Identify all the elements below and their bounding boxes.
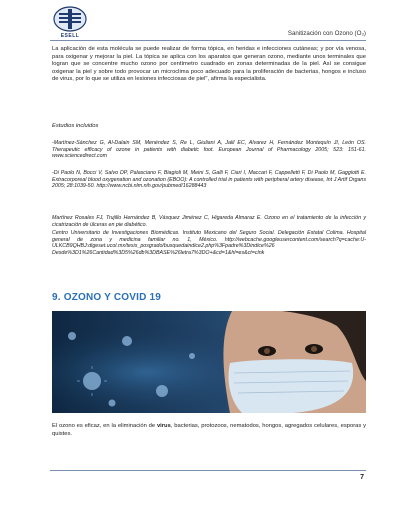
- conclusion-text-end: , bacterias, protozoos, nematodos, hongos, agregados celulares, esporas y quistes.: [52, 423, 366, 437]
- footer-divider: [50, 470, 366, 471]
- company-logo: [52, 5, 88, 33]
- conclusion-paragraph: [52, 423, 366, 438]
- studies-heading: Estudios incluidos: [52, 123, 99, 129]
- logo-wordmark: ESELL: [60, 33, 80, 39]
- reference-item: -Martínez-Sánchez G, Al-Dalain SM, Menéndez S, Re L, Giuliani A, Jalil EC, Alvarez H, Fernández Montequín JI, León OS. Therapeutic efficacy of ozone in patients with diabetic foot. European Journal of Pharmacology 2005; 523: 151-61. www.sciencedirect.com: [52, 140, 366, 160]
- header-divider: [50, 40, 366, 41]
- conclusion-bold-word: virus: [156, 423, 171, 429]
- reference-item: -Di Paolo N, Bocci V, Salvo DP, Palasciano F, Biagioli M, Meini S, Galli F, Ciari I, Maccari F, Cappelletti F, Di Paolo M, Gaggiotti E. Extracorporeal blood oxygenation and ozonation (EBOO): A controlled trial in patients with peripheral artery disease, Int J Artif Organs 2005; 28:1039-50. http://www.ncbi.nlm.nih.gov/pubmed/16288443: [52, 170, 366, 190]
- reference-item: Centro Universitario de Investigaciones Biomédicas. Instituto Mexicano del Seguro Social. Delegación Estatal Colima. Hospital general de zona y medicina familiar no. 1, México. http://webcache.googleusercontent.com/search?q=cache:U-ULKCB9QHBJ:digeset.ucol.mx/tesis_posgrado/busquedaindice2.php%3Fpadre%3Dindice%26 Desde%3D1%26Cantidad%3D5%26db%3DBASE%26letra7%3DO+&cd=1&hl=es&ct=clnk: [52, 230, 366, 256]
- page-number: 7: [360, 474, 364, 481]
- conclusion-text-start: El ozono es eficaz, en la eliminación de: [52, 423, 157, 429]
- reference-item: Martínez Rosales FJ, Trujillo Hernández B, Vásquez Jiménez C, Higareda Almaraz E. Ozono en el tratamiento de la infección y cicatrización de úlceras en pie diabético.: [52, 215, 366, 228]
- page-header-title: Sanitización con Ozono (O₃): [287, 30, 366, 37]
- section-heading: 9. OZONO Y COVID 19: [52, 292, 162, 303]
- intro-paragraph: La aplicación de esta molécula se puede realizar de forma tópica, en heridas e infecciones cutáneas; y por vía venosa, para oxigenar y mejorar la piel. La tópica se aplica con los aparatos que generan ozono, mediante unos terminales que logran que se concentre mucho ozono por centímetro cuadrado en zonas determinadas de la piel. Así se consigue oxigenar la piel y sobre todo provocar un microclima poco adecuado para la proliferación de bacterias, hongos e incluso de virus, por lo que se utiliza en lesiones infecciosas de piel", afirma la especialista.: [52, 46, 366, 83]
- woman-with-mask-photo: [52, 311, 366, 413]
